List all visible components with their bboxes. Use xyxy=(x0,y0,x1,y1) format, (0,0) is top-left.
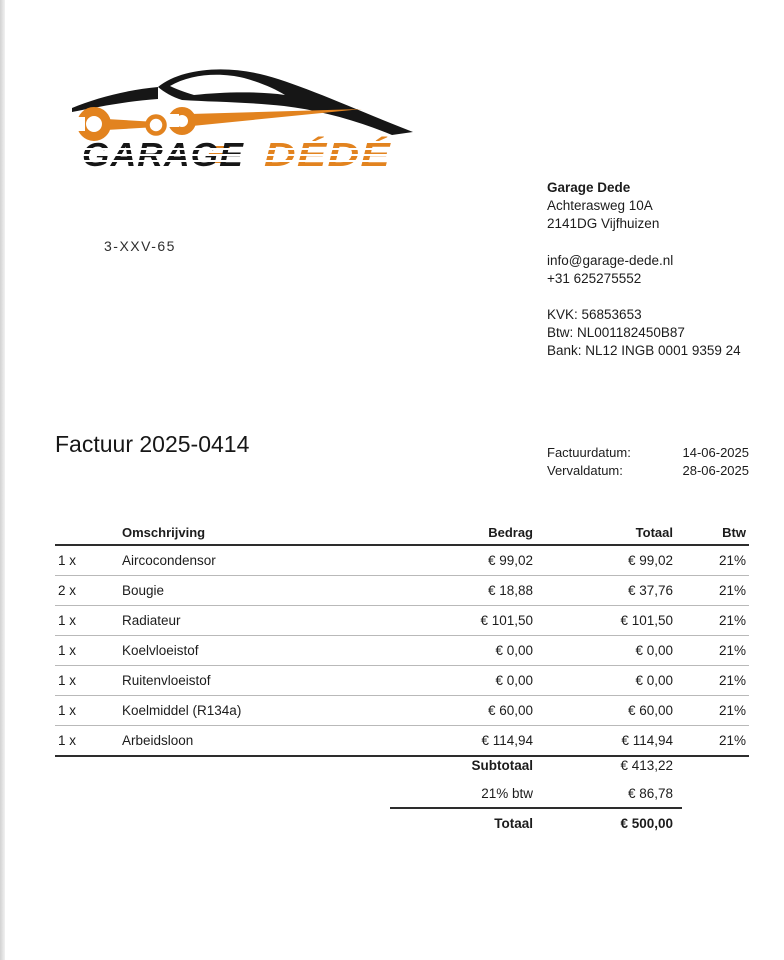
item-description: Koelvloeistof xyxy=(122,643,199,658)
company-kvk: KVK: 56853653 xyxy=(547,307,642,323)
item-vat: 21% xyxy=(718,553,746,568)
total-value: € 500,00 xyxy=(620,815,673,831)
invoice-date-value: 14-06-2025 xyxy=(682,445,749,460)
vat-row xyxy=(55,779,749,807)
item-total: € 114,94 xyxy=(621,733,673,748)
vat-value: € 86,78 xyxy=(627,785,673,801)
due-date-label: Vervaldatum: xyxy=(547,463,623,478)
item-amount: € 101,50 xyxy=(480,613,533,628)
page-edge-shadow xyxy=(0,0,5,960)
item-qty: 1 x xyxy=(58,733,77,748)
header-total: Totaal xyxy=(635,524,673,540)
table-row xyxy=(55,666,749,696)
company-address-city: 2141DG Vijfhuizen xyxy=(547,216,660,232)
company-phone: +31 625275552 xyxy=(547,270,642,286)
table-row xyxy=(55,696,749,726)
invoice-date-label: Factuurdatum: xyxy=(547,445,631,460)
subtotal-value: € 413,22 xyxy=(620,757,673,773)
item-qty: 1 x xyxy=(58,703,77,718)
item-qty: 2 x xyxy=(58,583,77,598)
item-vat: 21% xyxy=(718,583,746,598)
item-vat: 21% xyxy=(718,733,746,748)
item-total: € 0,00 xyxy=(635,643,673,658)
garage-dede-logo xyxy=(72,64,417,174)
item-total: € 101,50 xyxy=(620,613,673,628)
invoice-date-row xyxy=(547,444,749,462)
item-qty: 1 x xyxy=(58,643,77,658)
item-vat: 21% xyxy=(718,613,746,628)
item-description: Koelmiddel (R134a) xyxy=(122,703,242,718)
total-row xyxy=(55,809,749,837)
due-date-row xyxy=(547,462,749,480)
due-date-value: 28-06-2025 xyxy=(682,463,749,478)
item-qty: 1 x xyxy=(58,673,77,688)
item-amount: € 114,94 xyxy=(481,733,533,748)
item-vat: 21% xyxy=(718,703,746,718)
company-name: Garage Dede xyxy=(547,180,631,195)
item-amount: € 0,00 xyxy=(495,673,533,688)
header-description: Omschrijving xyxy=(122,524,206,540)
item-total: € 99,02 xyxy=(627,553,673,568)
item-total: € 0,00 xyxy=(635,673,673,688)
item-amount: € 60,00 xyxy=(487,703,533,718)
header-vat: Btw xyxy=(722,524,746,540)
subtotal-label: Subtotaal xyxy=(471,757,533,773)
item-vat: 21% xyxy=(718,643,746,658)
item-qty: 1 x xyxy=(58,553,77,568)
line-items-table xyxy=(55,520,749,757)
subtotal-row xyxy=(55,751,749,779)
company-bank: Bank: NL12 INGB 0001 9359 24 xyxy=(547,343,741,359)
company-btw: Btw: NL001182450B87 xyxy=(547,325,685,341)
table-header-row xyxy=(55,520,749,546)
item-description: Ruitenvloeistof xyxy=(122,673,211,688)
company-email: info@garage-dede.nl xyxy=(547,252,674,268)
invoice-title: Factuur 2025-0414 xyxy=(55,431,250,457)
item-amount: € 18,88 xyxy=(487,583,533,598)
car-wrench-logo-icon xyxy=(72,64,417,174)
license-plate: 3-XXV-65 xyxy=(104,238,176,254)
total-label: Totaal xyxy=(494,815,533,831)
table-row xyxy=(55,546,749,576)
header-amount: Bedrag xyxy=(488,524,533,540)
table-row xyxy=(55,636,749,666)
item-description: Aircocondensor xyxy=(122,553,216,568)
item-qty: 1 x xyxy=(58,613,77,628)
item-total: € 37,76 xyxy=(627,583,673,598)
item-description: Arbeidsloon xyxy=(122,733,194,748)
item-vat: 21% xyxy=(718,673,746,688)
invoice-meta xyxy=(547,444,749,480)
company-address-street: Achterasweg 10A xyxy=(547,198,653,214)
table-row xyxy=(55,576,749,606)
item-description: Radiateur xyxy=(122,613,181,628)
item-amount: € 0,00 xyxy=(495,643,533,658)
vat-label: 21% btw xyxy=(481,785,533,801)
item-total: € 60,00 xyxy=(627,703,673,718)
item-amount: € 99,02 xyxy=(487,553,533,568)
totals-section xyxy=(55,751,749,837)
company-info xyxy=(547,179,741,361)
item-description: Bougie xyxy=(122,583,165,598)
table-row xyxy=(55,606,749,636)
